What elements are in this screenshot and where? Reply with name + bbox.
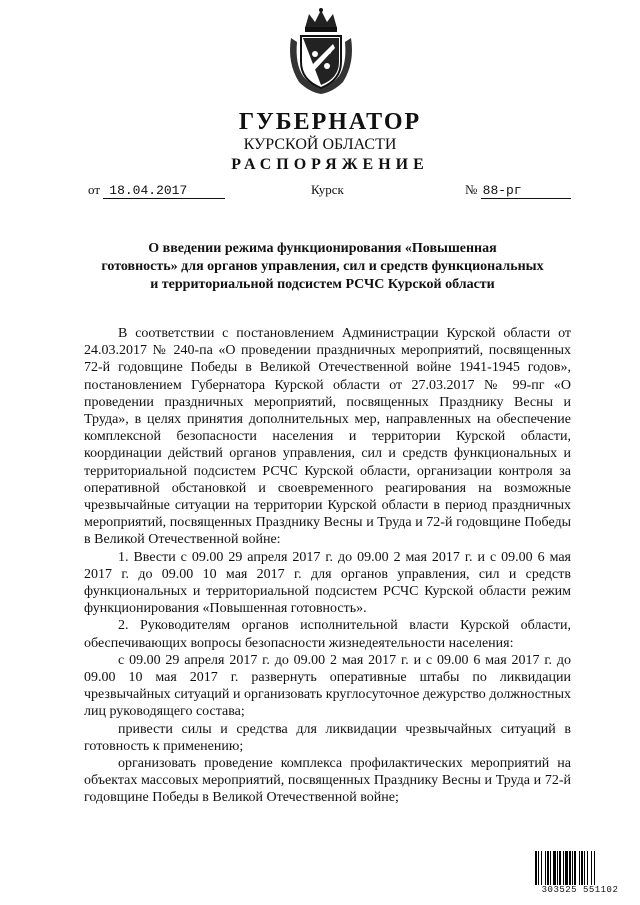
- barcode-bar: [594, 851, 595, 885]
- barcode-bar: [553, 851, 556, 885]
- barcode-bar: [535, 851, 537, 885]
- barcode-number: 303525 551102: [541, 885, 619, 895]
- governor-heading: ГУБЕРНАТОР: [238, 109, 422, 135]
- barcode: [534, 851, 626, 897]
- title-line: и территориальной подсистем РСЧС Курской области: [150, 277, 495, 292]
- city-label: Курск: [311, 182, 344, 197]
- barcode-bar: [574, 851, 576, 885]
- date-value: 18.04.2017: [103, 183, 225, 199]
- paragraph: 2. Руководителям органов исполнительной власти Курской области, обеспечивающих вопросы безопасности жизнедеятельности населения:: [84, 618, 571, 651]
- date-field: [88, 182, 225, 199]
- barcode-bar: [591, 851, 592, 885]
- barcode-bar: [545, 851, 546, 885]
- barcode-bar: [538, 851, 539, 885]
- paragraph: 1. Ввести с 09.00 29 апреля 2017 г. до 09.00 2 мая 2017 г. и с 09.00 6 мая 2017 г. до 09.00 10 мая 2017 г. для органов управления, сил и средств функциональных и территориальной подсистем РСЧС Курской области режим функционирования «Повышенная готовность».: [84, 549, 571, 617]
- barcode-bar: [559, 851, 561, 885]
- paragraph: с 09.00 29 апреля 2017 г. до 09.00 2 мая 2017 г. и с 09.00 6 мая 2017 г. до 09.00 10 мая 2017 г. развернуть оперативные штабы по ликвидации чрезвычайных ситуаций и организовать круглосуточное дежурство должностных лиц руководящего состава;: [84, 652, 571, 720]
- number-value: 88-рг: [481, 183, 571, 199]
- barcode-bar: [547, 851, 549, 885]
- barcode-bars: [534, 851, 626, 885]
- date-prefix: от: [88, 182, 101, 197]
- document-title: [70, 240, 575, 294]
- barcode-bar: [565, 851, 568, 885]
- barcode-bar: [572, 851, 573, 885]
- paragraph: организовать проведение комплекса профилактических мероприятий на объектах массовых мероприятий, посвященных Празднику Весны и Труда и 72-й годовщине Победы в Великой Отечественной войне;: [84, 756, 571, 806]
- barcode-bar: [587, 851, 588, 885]
- paragraph: В соответствии с постановлением Администрации Курской области от 24.03.2017 № 240-па «О проведении праздничных мероприятий, посвященных 72-й годовщине Победы в Великой Отечественной войне 1941-1945 годов», постановлением Губернатора Курской области от 27.03.2017 № 99-пг «О проведении праздничных мероприятий, посвященных Празднику Весны и Труда», в целях принятия дополнительных мер, направленных на обеспечение комплексной безопасности населения и территории Курской области, координации действий органов управления, сил и средств функциональных и территориальной подсистем РСЧС Курской области, организации контроля за оперативной обстановкой и своевременного реагирования на возможные чрезвычайные ситуации на территории Курской области в период праздничных мероприятий, посвященных Празднику Весны и Труда и 72-й годовщине Победы в Великой Отечественной войне:: [84, 326, 571, 548]
- barcode-bar: [550, 851, 551, 885]
- barcode-bar: [579, 851, 580, 885]
- paragraph: привести силы и средства для ликвидации чрезвычайных ситуаций в готовность к применению;: [84, 721, 571, 754]
- title-line: О введении режима функционирования «Повышенная: [148, 241, 497, 256]
- barcode-bar: [569, 851, 571, 885]
- barcode-bar: [541, 851, 542, 885]
- number-field: [465, 182, 571, 199]
- order-heading: РАСПОРЯЖЕНИЕ: [231, 156, 429, 173]
- barcode-bar: [557, 851, 558, 885]
- document-body: [84, 325, 571, 807]
- barcode-bar: [584, 851, 585, 885]
- barcode-bar: [563, 851, 564, 885]
- number-prefix: №: [465, 182, 478, 197]
- region-heading: КУРСКОЙ ОБЛАСТИ: [243, 136, 397, 153]
- coat-of-arms-emblem: [285, 8, 357, 96]
- barcode-bar: [581, 851, 583, 885]
- title-line: готовность» для органов управления, сил и средств функциональных: [101, 259, 544, 274]
